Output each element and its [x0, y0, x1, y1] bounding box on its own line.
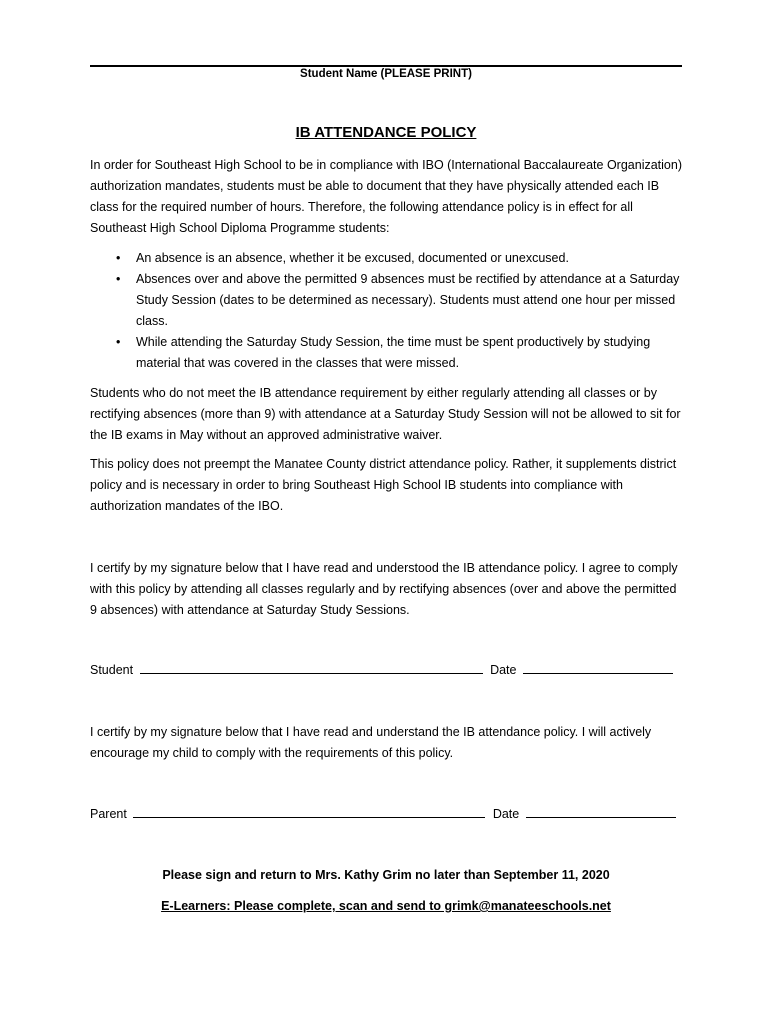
student-signature-label: Student: [90, 663, 134, 677]
bullet-icon: •: [116, 335, 121, 349]
bullet-icon: •: [116, 272, 121, 286]
student-date-field[interactable]: [523, 659, 673, 674]
student-name-caption: Student Name (PLEASE PRINT): [300, 68, 472, 80]
bullet-text: Absences over and above the permitted 9 absences must be rectified by attendance at a Saturday Study Session (dates to be determined as necessary). Students must attend one hour per missed class.: [136, 272, 680, 328]
student-name-line[interactable]: [90, 65, 682, 67]
parent-date-label: Date: [492, 807, 520, 821]
bullet-text: While attending the Saturday Study Session, the time must be spent productively by studying material that was covered in the classes that were missed.: [136, 335, 651, 370]
district-policy-paragraph: This policy does not preempt the Manatee County district attendance policy. Rather, it supplements district policy and is necessary in order to bring Southeast High School IB students into compliance with authorization mandates of the IBO.: [90, 457, 677, 513]
student-certification-paragraph: I certify by my signature below that I have read and understood the IB attendance policy. I agree to comply with this policy by attending all classes regularly and by rectifying absences (over and above the permitted 9 absences) with attendance at Saturday Study Sessions.: [90, 561, 678, 617]
elearners-instructions: E-Learners: Please complete, scan and send to grimk@manateeschools.net: [161, 899, 611, 913]
student-signature-field[interactable]: [140, 659, 483, 674]
list-item: [90, 269, 682, 332]
student-signature-row: [90, 659, 682, 681]
parent-signature-row: [90, 803, 682, 825]
parent-certification-paragraph: I certify by my signature below that I have read and understand the IB attendance policy. I will actively encourage my child to comply with the requirements of this policy.: [90, 725, 652, 760]
student-date-label: Date: [490, 663, 517, 677]
intro-paragraph: In order for Southeast High School to be in compliance with IBO (International Baccalaureate Organization) authorization mandates, students must be able to document that they have physically attended each IB class for the required number of hours. Therefore, the following attendance policy is in effect for all Southeast High School Diploma Programme students:: [90, 158, 682, 235]
return-instructions: Please sign and return to Mrs. Kathy Grim no later than September 11, 2020: [162, 868, 610, 882]
bullet-text: An absence is an absence, whether it be excused, documented or unexcused.: [136, 251, 569, 265]
parent-signature-label: Parent: [90, 807, 127, 821]
page-title: IB ATTENDANCE POLICY: [295, 124, 477, 141]
parent-date-field[interactable]: [526, 803, 676, 818]
policy-bullet-list: [90, 248, 682, 374]
bullet-icon: •: [116, 251, 121, 265]
list-item: [90, 332, 682, 374]
list-item: [90, 248, 682, 269]
consequence-paragraph: Students who do not meet the IB attendance requirement by either regularly attending all classes or by rectifying absences (more than 9) with attendance at a Saturday Study Session will not be allowed to sit for the IB exams in May without an approved administrative waiver.: [90, 386, 681, 442]
parent-signature-field[interactable]: [133, 803, 485, 818]
attendance-policy-form: [90, 0, 682, 1024]
